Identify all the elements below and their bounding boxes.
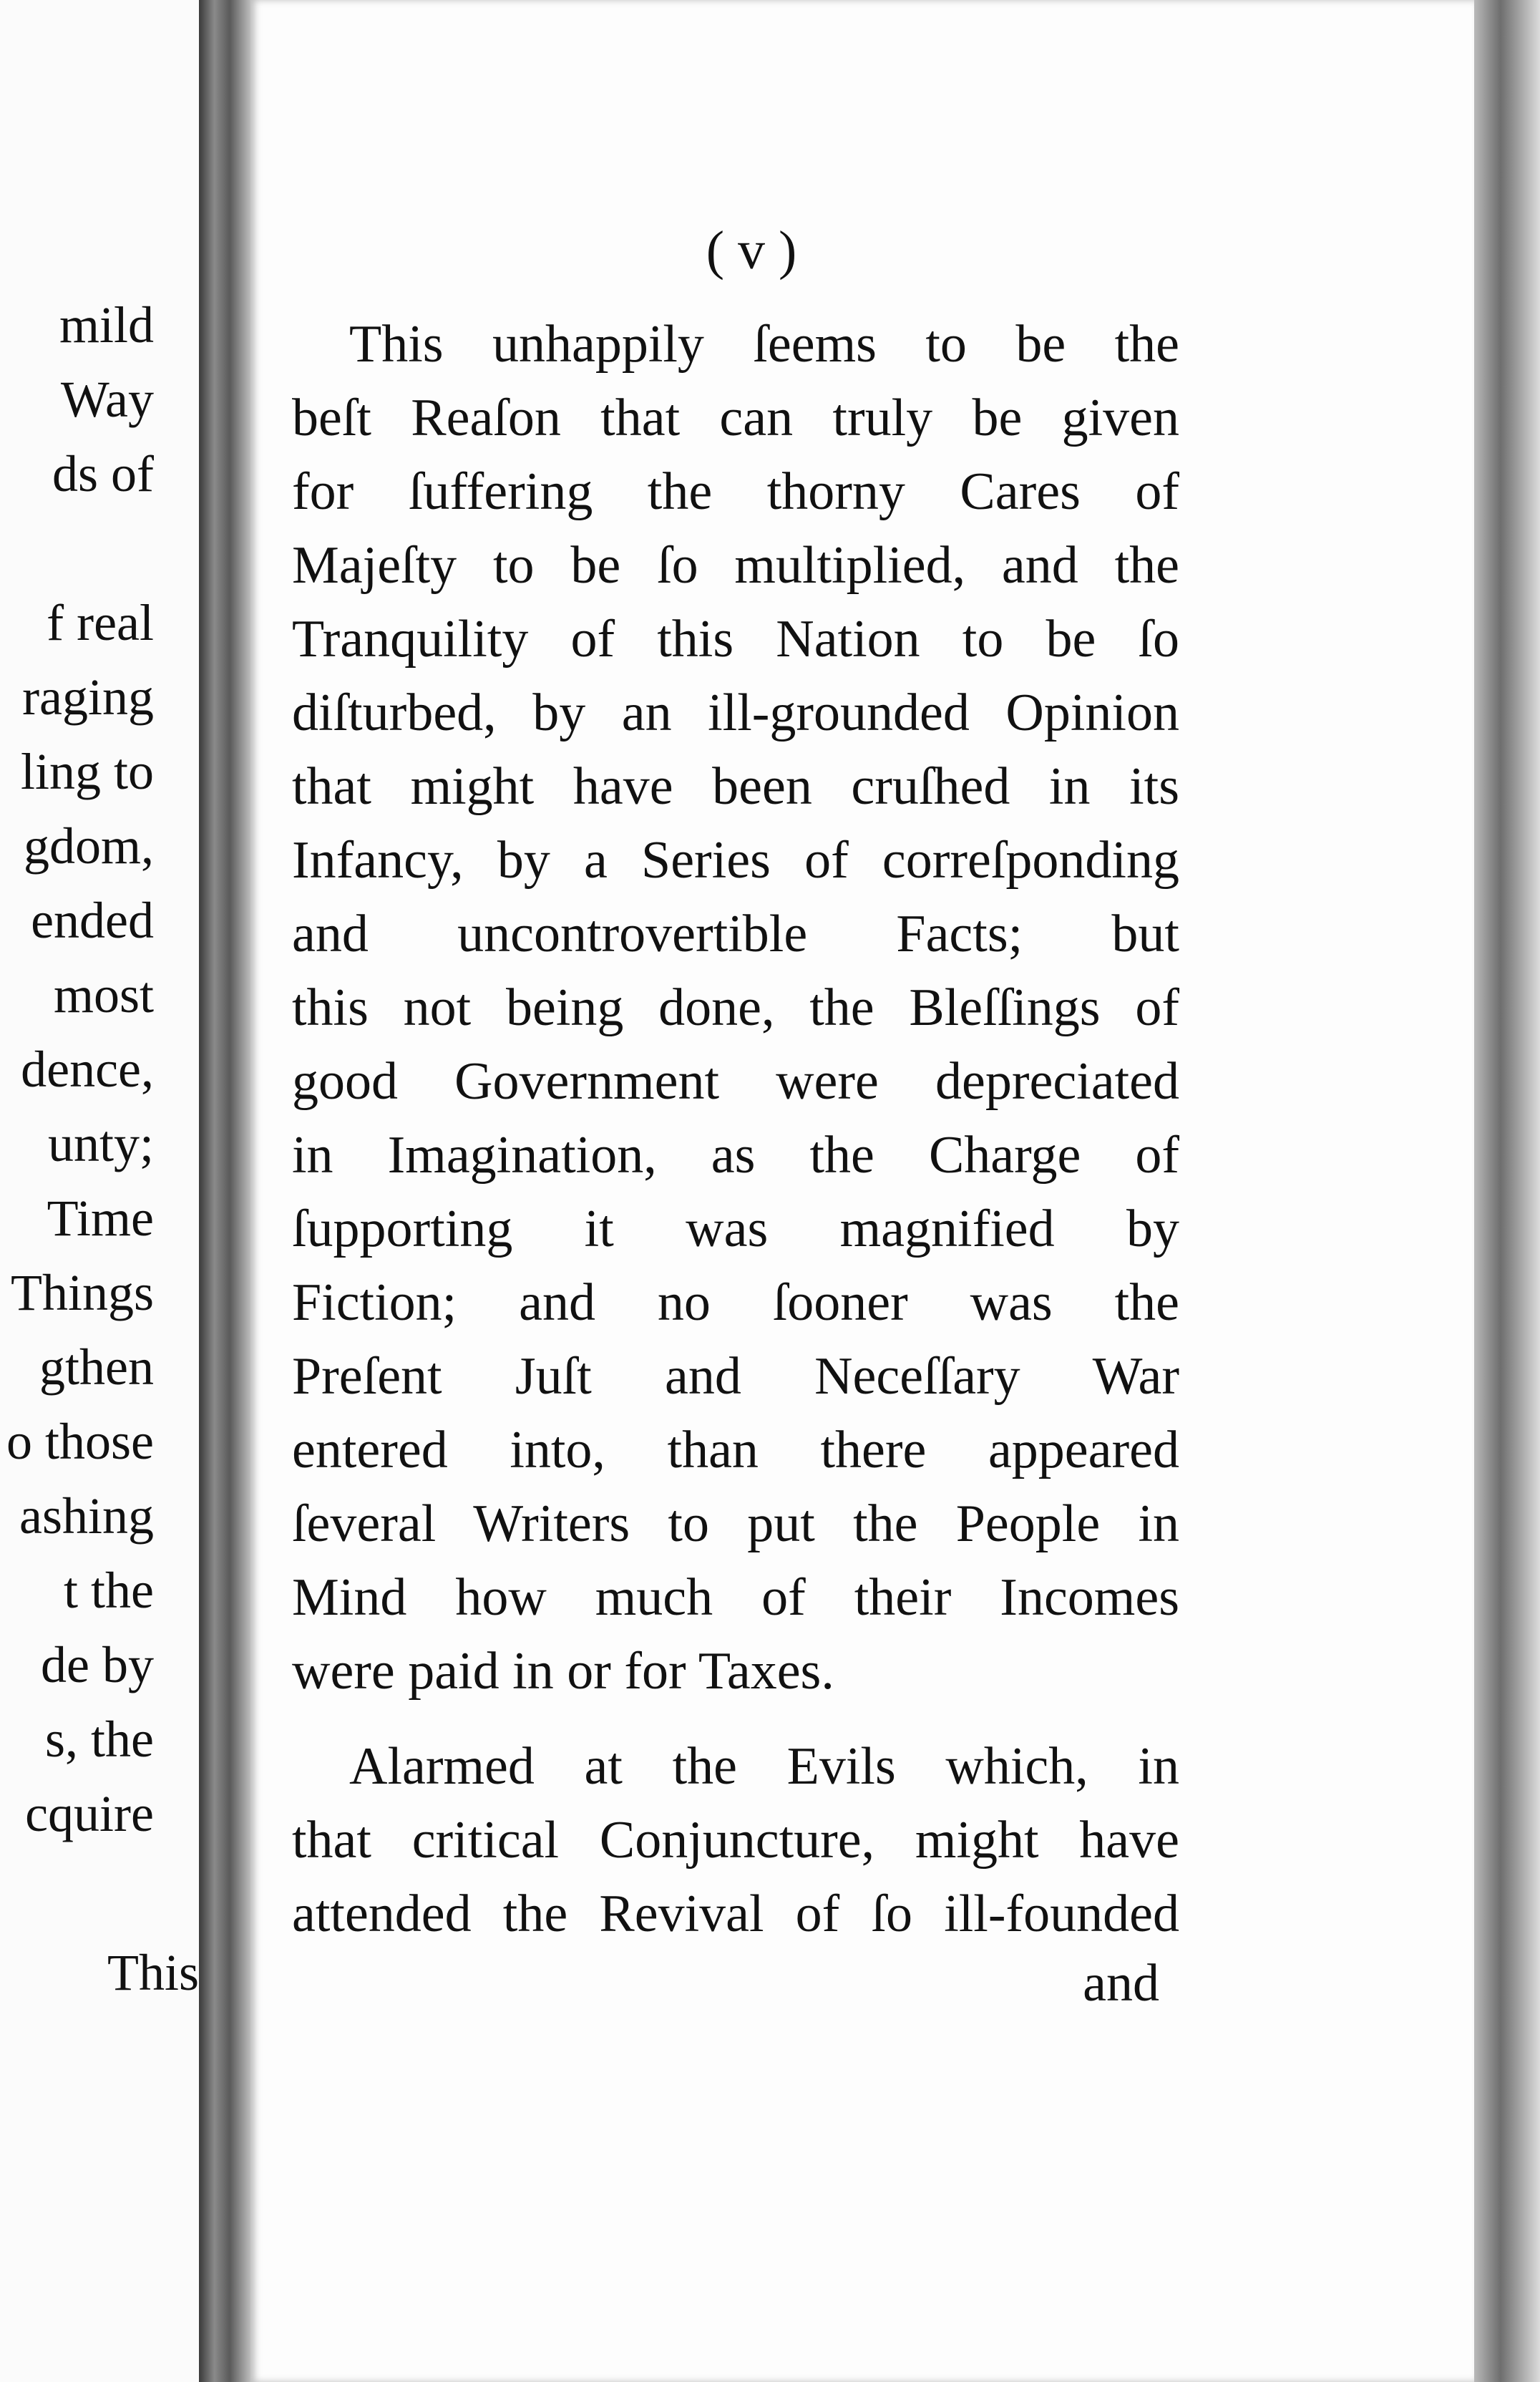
- left-line: t the: [64, 1562, 154, 1619]
- text-line: Preſent Juſt and Neceſſary War: [292, 1347, 1179, 1406]
- left-line: gdom,: [23, 817, 154, 875]
- left-line: s, the: [45, 1711, 154, 1768]
- text-line: attended the Revival of ſo ill-founded: [292, 1885, 1179, 1943]
- book-gutter: [199, 0, 250, 2382]
- left-line: Things: [10, 1264, 154, 1321]
- text-line: Fiction; and no ſooner was the: [292, 1273, 1179, 1332]
- paragraph: [292, 1730, 1179, 1951]
- page-edge: [1474, 0, 1540, 2382]
- left-page-lines: [0, 288, 154, 1851]
- page-number: ( v ): [706, 220, 797, 281]
- left-line: Way: [60, 371, 154, 428]
- left-line: ashing: [19, 1487, 154, 1545]
- text-line: this not being done, the Bleſſings of: [292, 978, 1179, 1037]
- text-line: Alarmed at the Evils which, in: [349, 1737, 1179, 1796]
- left-line: ds of: [52, 445, 154, 502]
- left-line: dence,: [21, 1041, 154, 1098]
- text-line: ſupporting it was magnified by: [292, 1200, 1179, 1258]
- left-line: raging: [22, 669, 154, 726]
- left-line: ling to: [20, 743, 154, 800]
- left-line: unty;: [47, 1115, 154, 1172]
- left-line: mild: [59, 296, 154, 354]
- text-line: ſeveral Writers to put the People in: [292, 1494, 1179, 1553]
- left-catchword: This: [107, 1944, 199, 2001]
- text-line: and uncontrovertible Facts; but: [292, 905, 1179, 963]
- text-line: that might have been cruſhed in its: [292, 757, 1179, 816]
- left-line: [0, 511, 154, 585]
- left-page-fragment: [0, 0, 199, 2382]
- text-line: beſt Reaſon that can truly be given: [292, 389, 1179, 447]
- left-line: ended: [31, 892, 154, 949]
- left-line: o those: [6, 1413, 154, 1470]
- text-line: that critical Conjuncture, might have: [292, 1811, 1179, 1870]
- catchword: and: [1083, 1954, 1159, 2013]
- body-text: [292, 308, 1179, 1951]
- text-line: Tranquility of this Nation to be ſo: [292, 610, 1179, 669]
- text-line: good Government were depreciated: [292, 1052, 1179, 1111]
- text-line: This unhappily ſeems to be the: [349, 315, 1179, 374]
- text-line: for ſuffering the thorny Cares of: [292, 462, 1179, 521]
- left-line: gthen: [39, 1338, 154, 1396]
- left-line: f real: [47, 594, 154, 651]
- text-line: were paid in or for Taxes.: [292, 1642, 834, 1701]
- text-line: in Imagination, as the Charge of: [292, 1126, 1179, 1185]
- text-line: Mind how much of their Incomes: [292, 1568, 1179, 1627]
- left-line: most: [53, 966, 154, 1024]
- left-line: cquire: [25, 1785, 154, 1842]
- text-line: diſturbed, by an ill-grounded Opinion: [292, 684, 1179, 742]
- paragraph: [292, 308, 1179, 1708]
- text-line: Infancy, by a Series of correſponding: [292, 831, 1179, 890]
- left-line: Time: [47, 1190, 154, 1247]
- text-line: entered into, than there appeared: [292, 1421, 1179, 1479]
- text-line: Majeſty to be ſo multiplied, and the: [292, 536, 1179, 595]
- left-line: de by: [41, 1636, 154, 1693]
